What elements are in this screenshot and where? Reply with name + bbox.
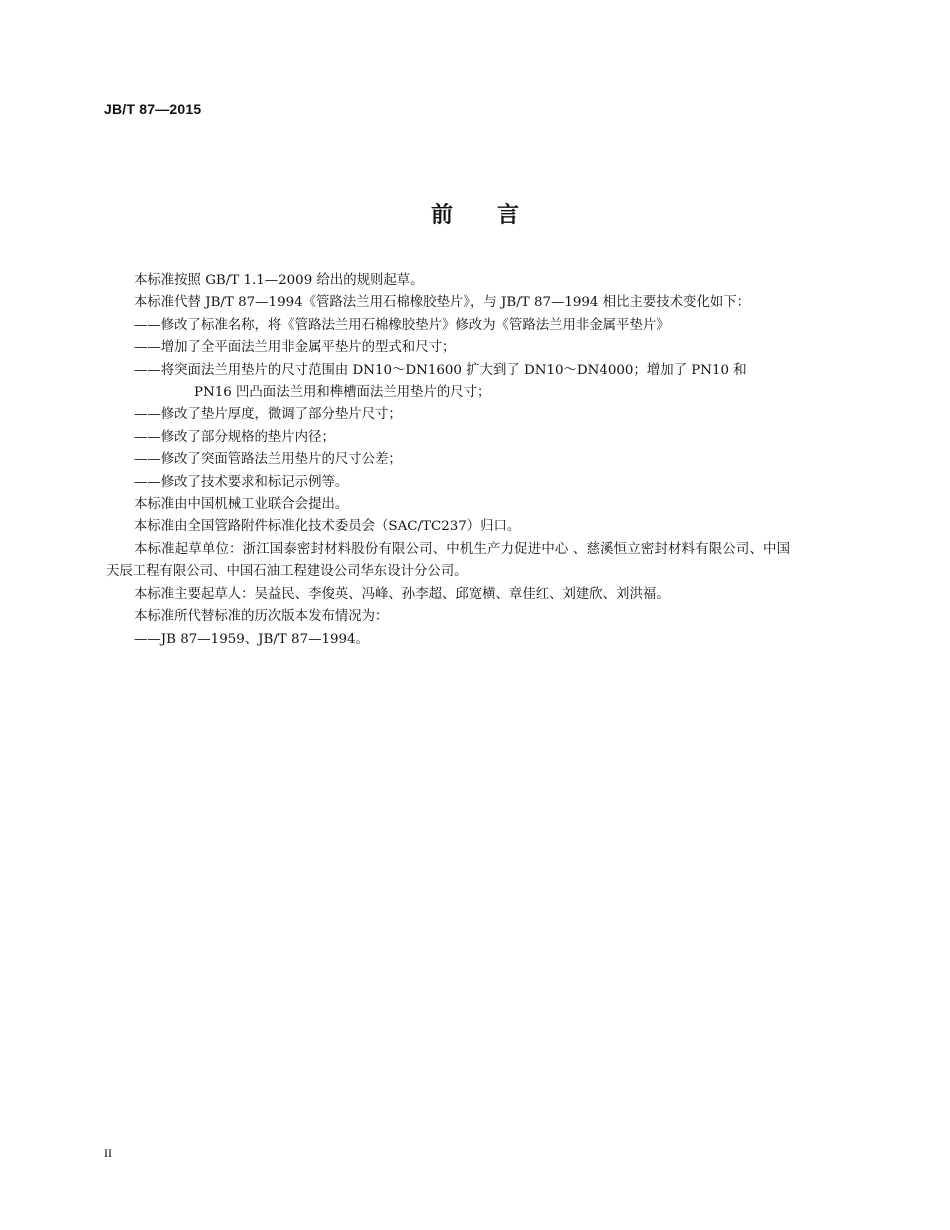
page-title — [0, 198, 950, 229]
paragraph-history-intro: 本标准所代替标准的历次版本发布情况为： — [134, 609, 389, 625]
list-item-text: ——将突面法兰用垫片的尺寸范围由 DN10～DN1600 扩大到了 DN10～DN4000；增加了 PN10 和 — [134, 362, 747, 378]
paragraph-committee: 本标准由全国管路附件标准化技术委员会（SAC/TC237）归口。 — [134, 519, 521, 535]
list-item-continuation: PN16 凹凸面法兰用和榫槽面法兰用垫片的尺寸； — [194, 385, 491, 401]
paragraph-drafting-units: 本标准起草单位：浙江国泰密封材料股份有限公司、中机生产力促进中心 、慈溪恒立密封材料有限公司、中国天辰工程有限公司、中国石油工程建设公司华东设计分公司。 — [106, 541, 790, 580]
list-item: ——增加了全平面法兰用非金属平垫片的型式和尺寸； — [134, 340, 456, 356]
foreword-body — [106, 270, 790, 651]
list-item: ——修改了部分规格的垫片内径； — [134, 429, 335, 445]
list-item: ——修改了突面管路法兰用垫片的尺寸公差； — [134, 452, 402, 468]
title-char-1: 前 — [430, 203, 453, 228]
history-item: ——JB 87—1959、JB/T 87—1994。 — [134, 631, 369, 647]
list-item: ——修改了技术要求和标记示例等。 — [134, 474, 349, 490]
paragraph-drafting-rules: 本标准按照 GB/T 1.1—2009 给出的规则起草。 — [134, 273, 424, 288]
page-number: II — [104, 1146, 112, 1160]
paragraph-drafters: 本标准主要起草人：吴益民、李俊英、冯峰、孙李超、邱宽横、章佳红、刘建欣、刘洪福。 — [134, 586, 670, 602]
paragraph-proposer: 本标准由中国机械工业联合会提出。 — [134, 497, 349, 513]
list-item: ——修改了垫片厚度，微调了部分垫片尺寸； — [134, 407, 402, 423]
document-code: JB/T 87—2015 — [104, 101, 202, 117]
paragraph-replaces: 本标准代替 JB/T 87—1994《管路法兰用石棉橡胶垫片》，与 JB/T 87—1994 相比主要技术变化如下： — [134, 295, 751, 311]
title-char-2: 言 — [497, 203, 520, 228]
list-item: ——修改了标准名称，将《管路法兰用石棉橡胶垫片》修改为《管路法兰用非金属平垫片》 — [134, 317, 670, 333]
list-item — [106, 360, 790, 405]
